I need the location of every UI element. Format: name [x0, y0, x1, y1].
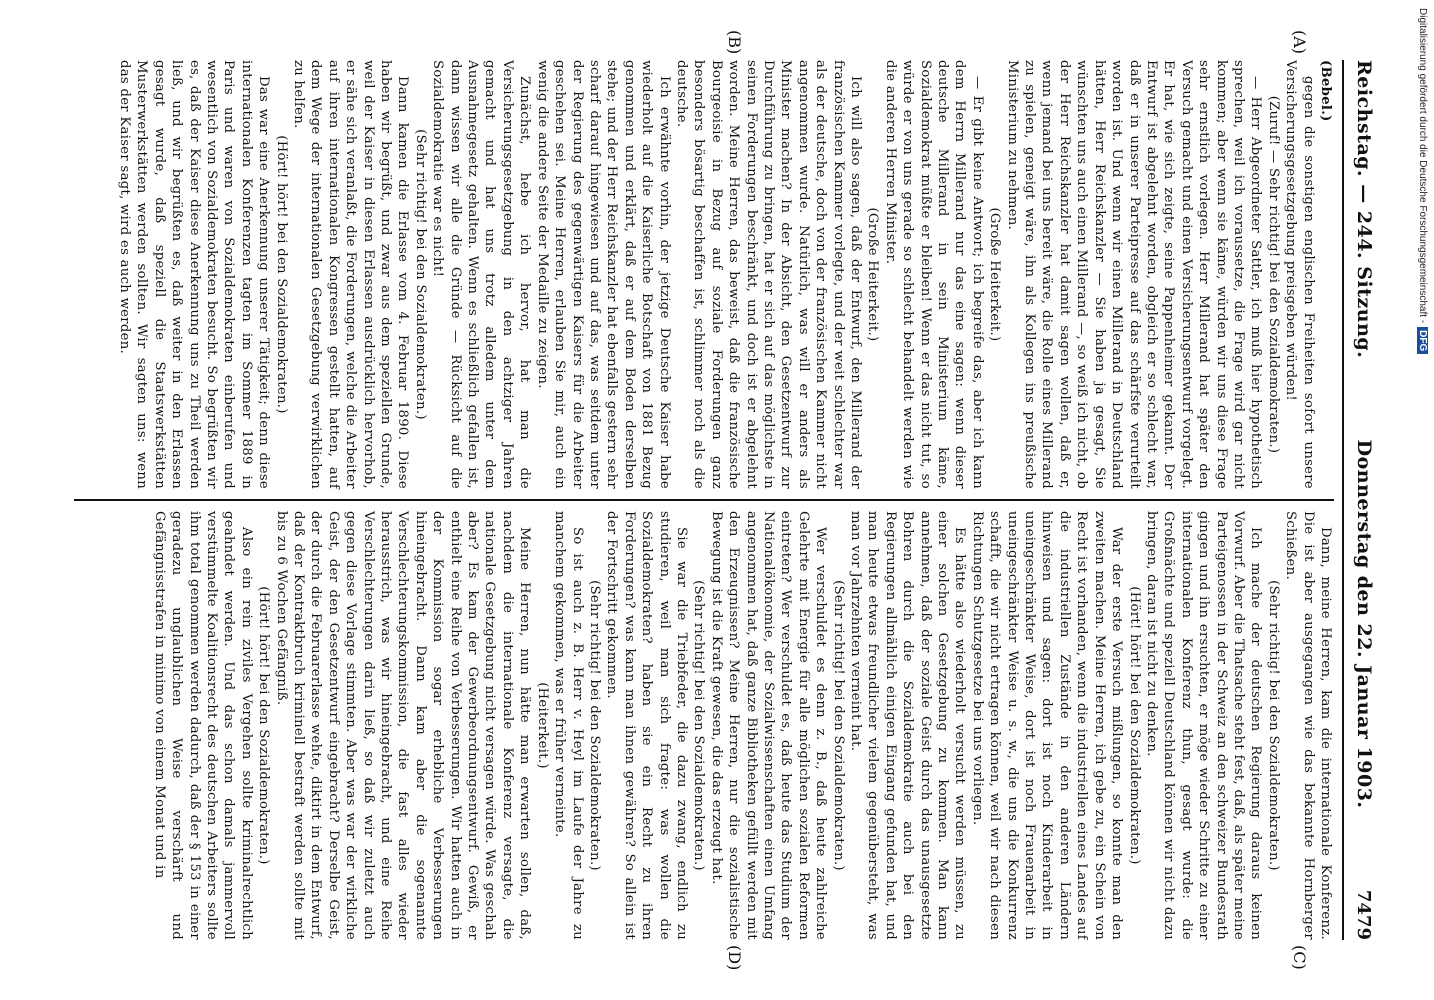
speaker-label: (Bebel.) [1318, 60, 1333, 122]
paragraph: Ich mache der deutschen Regierung daraus keinen Vorwurf. Aber die Thatsache steht fest, daß, als später meine Parteigenossen in der Schweiz an den schweizer Bundesrath gingen und ihn ersuchten, er möge wieder Schritte zu einer internationalen Konferenz thun, gesagt wurde: die Großmächte und speziell Deutschland können wir nicht dazu bringen, daran ist nicht zu denken. [1143, 511, 1264, 940]
paragraph: So ist auch z. B. Herr v. Heyl im Laufe der Jahre zu manchem gekommen, was er früher verneinte. [552, 511, 585, 940]
interjection: (Sehr richtig! bei den Sozialdemokraten.) [1265, 580, 1281, 871]
digitization-note [1415, 8, 1429, 988]
paragraph: Zunächst, hebe ich hervor, hat man die Versicherungsgesetzgebung in den achtziger Jahren gemacht und hat uns trotz alledem unter dem Ausnahmegesetz gehalten. Wenn es schließlich gefallen ist, dann wissen wir alle die Gründe — Rücksicht auf die Sozialdemokratie war es nicht! [430, 60, 533, 489]
paragraph: Es hätte also wiederholt versucht werden müssen, zu einer solchen Gesetzgebung zu kommen. Man kann annehmen, daß der soziale Geist durch das unausgesetzte Bohren durch die Sozialdemokratie auch bei den Regierungen allmählich einigen Eingang gefunden hat, und man heute etwas freundlicher vielem gegenübersteht, was man vor Jahrzehnten verneint hat. [848, 511, 968, 940]
interjection: (Hört! hört! bei den Sozialdemokraten.) [1126, 586, 1142, 865]
right-column [74, 501, 1334, 940]
paragraph: Dann, meine Herren, kam die internationale Konferenz. Die ist aber ausgegangen wie das bekannte Hornberger Schießen. [1283, 511, 1333, 940]
digitization-text: Digitalisierung gefördert durch die Deutsche Forschungsgemeinschaft - [1417, 8, 1428, 324]
interjection: (Hört! hört! bei den Sozialdemokraten.) [273, 135, 289, 414]
dfg-logo: DFG [1417, 327, 1428, 354]
text-columns [74, 60, 1334, 940]
header-left: Reichstag. — 244. Sitzung. [1353, 60, 1375, 359]
page-header [1342, 60, 1384, 940]
paragraph: War der erste Versuch mißlungen, so konnte man den zweiten machen. Meine Herren, ich gebe zu, ein Schein von Recht ist vorhanden, wenn die industriellen eines Landes auf die industriellen Zustände in den anderen Ländern hinweisen und sagen: dort ist noch Kinderarbeit in uneingeschränkter Weise, dort ist noch Frauenarbeit in uneingeschränkter Weise u. s. w., die uns die Konkurrenz schafft, die wir nicht ertragen können, weil wir nach diesen Richtungen Schutzgesetze bei uns vorliegen. [969, 511, 1125, 940]
paragraph: Sie war die Triebfeder, die dazu zwang, endlich zu studieren, weil man sich fragte: was wollen die Sozialdemokraten? haben sie ein Recht zu ihren Forderungen? was kann man ihnen gewähren? So allein ist der Fortschritt gekommen. [604, 511, 689, 940]
paragraph: Das war eine Anerkennung unserer Tätigkeit; denn diese internationalen Konferenzen tagten im Sommer 1889 in Paris und waren von Sozialdemokraten einberufen und wesentlich von Sozialdemokraten besucht. So begrüßten wir es, daß der Kaiser diese Anerkennung uns zu Theil werden ließ, und wir begrüßten es, daß weiter in den Erlassen gesagt wurde, daß speziell die Staatswerkstätten Musterwerkstätten werden sollten. Wir sagten uns: wenn das der Kaiser sagt, wird es auch werden. [116, 60, 272, 489]
interjection: (Große Heiterkeit.) [987, 207, 1003, 342]
margin-mark-b: (B) [725, 30, 744, 55]
paragraph: Dann kamen die Erlasse vom 4. Februar 1890. Diese haben wir begrüßt, und zwar aus dem speziellen Grunde, weil der Kaiser in diesen Erlassen ausdrücklich hervorhob, er sähe sich veranlaßt, die Forderungen, welche die Arbeiter auf ihren internationalen Kongressen gestellt hatten, auf dem Wege der internationalen Gesetzgebung verwirklichen zu helfen. [291, 60, 411, 489]
interjection: (Große Heiterkeit.) [865, 207, 881, 342]
paragraph: — Herr Abgeordneter Sattler, ich muß hier hypothetisch sprechen, weil ich voraussetze, die Frage wird gar nicht kommen; aber wenn sie käme, würden wir uns diese Frage sehr ernstlich vorlegen. Herr Millerand hat später den Versuch gemacht und einen Versicherungsentwurf vorgelegt. Er hat, wie sich zeigte, seine Pappenheimer gekannt. Der Entwurf ist abgelehnt worden, obgleich er so schlecht war, daß er in unserer Parteipresse auf das schärfste verurteilt worden ist. Und wenn wir einen Millerand in Deutschland hätten, Herr Reichskanzler — Sie haben ja gesagt, Sie wünschten uns auch einen Millerand —, so weiß ich nicht, ob der Herr Reichskanzler hat damit sagen wollen, daß er, wenn jemand bei uns bereit wäre, die Rolle eines Millerand zu spielen, geneigt wäre, ihn als Kollegen ins preußische Ministerium zu nehmen. [1004, 60, 1264, 489]
paragraph: — Er gibt keine Antwort; ich begreife das, aber ich kann dem Herrn Millerand nur das eine sagen: wenn dieser deutsche Millerand in sein Ministerium käme, Sozialdemokrat müßte er bleiben! Wenn er das nicht tut, so würde er von uns gerade so schlecht behandelt werden wie die anderen Herren Minister. [882, 60, 985, 489]
interjection: (Hört! hört! bei den Sozialdemokraten.) [256, 586, 272, 865]
page-number: 7479 [1353, 889, 1375, 940]
interjection: (Sehr richtig! bei den Sozialdemokraten.) [412, 129, 428, 420]
paragraph: gegen die sonstigen englischen Freiheiten sofort unsere Versicherungsgesetzgebung preisgeben würden! [1283, 60, 1316, 489]
paragraph: Also ein rein ziviles Vergehen sollte kriminalrechtlich geahndet werden. Und das schon damals jammervoll verstümmelte Koalitionsrecht des deutschen Arbeiters sollte ihm total genommen werden dadurch, daß der § 153 in einer geradezu unglaublichen Weise verschärft und Gefängnisstrafen in minimo von einem Monat und in [151, 511, 254, 940]
margin-mark-a: (A) [1290, 30, 1309, 55]
interjection: (Sehr richtig! bei den Sozialdemokraten.) [586, 580, 602, 871]
interjection: (Zuruf! — Sehr richtig! bei den Sozialdemokraten.) [1265, 95, 1281, 454]
left-column [74, 60, 1334, 499]
interjection: (Sehr richtig! bei den Sozialdemokraten.) [691, 580, 707, 871]
paragraph: Ich will also sagen, daß der Entwurf, den Millerand der französischen Kammer vorlegte, und der weit schlechter war als der deutsche, doch von der französischen Kammer nicht angenommen wurde. Natürlich, was will er anders als Minister machen? In der Absicht, den Gesetzentwurf zur Durchführung zu bringen, hat er sich auf das möglichste in seinen Forderungen beschränkt, und doch ist er abgelehnt worden. Meine Herren, das beweist, daß die französische Bourgeoisie in Bezug auf soziale Forderungen ganz besonders bösartig beschaffen ist, schlimmer noch als die deutsche. [673, 60, 864, 489]
paragraph: Ich erwähnte vorhin, der jetzige Deutsche Kaiser habe wiederholt auf die Kaiserliche Botschaft von 1881 Bezug genommen und erklärt, daß er auf dem Boden derselben stehe; und der Herr Reichskanzler hat ebenfalls gestern sehr scharf darauf hingewiesen und auf das, was seitdem unter der Regierung des gegenwärtigen Kaisers für die Arbeiter geschehen sei. Meine Herren, erlauben Sie mir, auch ein wenig die andere Seite der Medaille zu zeigen. [534, 60, 672, 489]
paragraph: Wer verschuldet es denn z. B., daß heute zahlreiche Gelehrte mit Energie für alle möglichen sozialen Reformen eintreten? Wer verschuldet es, daß heute das Studium der Nationalökonomie, der Sozialwissenschaften einen Umfang angenommen hat, daß ganze Bibliotheken gefüllt werden mit den Erzeugnissen? Meine Herren, nur die sozialistische Bewegung ist die Kraft gewesen, die das erzeugt hat. [708, 511, 829, 940]
header-center: Donnerstag den 22. Januar 1903. [1353, 439, 1375, 809]
margin-mark-c: (C) [1290, 945, 1309, 970]
paragraph: Meine Herren, nun hätte man erwarten sollen, daß, nachdem die internationale Konferenz versagte, die nationale Gesetzgebung nicht versagen würde. Was geschah aber? Es kam der Gewerbeordnungsentwurf. Gewiß, er enthielt eine Reihe von Verbesserungen. Wir hatten auch in der Kommission sogar erhebliche Verbesserungen hineingebracht. Dann kam aber die sogenannte Verschlechterungskommission, die fast alles wieder herausstrich, was wir hineingebracht, und eine Reihe Verschlechterungen darin ließ, so daß wir zuletzt auch gegen diese Vorlage stimmten. Aber was war der wirkliche Geist, der den Gesetzentwurf eingebracht? Derselbe Geist, der durch die Februarerlasse wehte, diktirt in dem Entwurf, daß der Kontraktbruch kriminell bestraft werden sollte mit bis zu 6 Wochen Gefängniß. [273, 511, 533, 940]
margin-mark-d: (D) [725, 945, 744, 971]
interjection: (Sehr richtig! bei den Sozialdemokraten.) [830, 580, 846, 871]
interjection: (Heiterkeit.) [534, 682, 550, 769]
